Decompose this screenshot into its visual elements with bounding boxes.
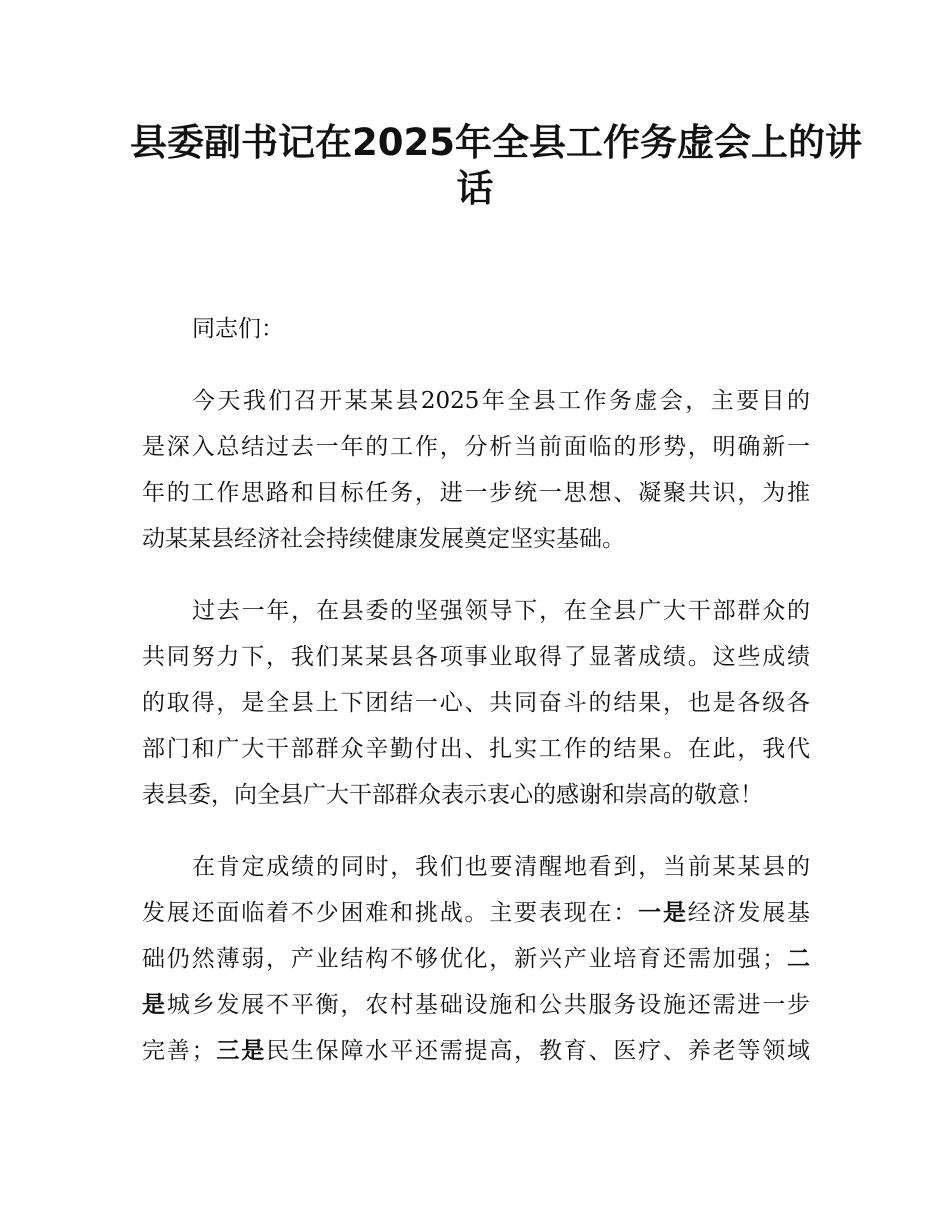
text-segment: 年的工作思路和目标任务，进一步统一思想、凝聚共识，为推 — [142, 480, 810, 506]
text-segment: 同志们： — [192, 316, 284, 342]
text-segment: 民生保障水平还需提高，教育、医疗、养老等领域 — [266, 1038, 811, 1064]
bold-text: 一是 — [638, 900, 688, 926]
text-segment: 部门和广大干部群众辛勤付出、扎实工作的结果。在此，我代 — [142, 736, 810, 762]
text-segment: 过去一年，在县委的坚强领导下，在全县广大干部群众的 — [192, 598, 810, 624]
text-segment: 在肯定成绩的同时，我们也要清醒地看到，当前某某县的 — [192, 854, 810, 880]
paragraph — [142, 844, 810, 1074]
text-line — [142, 1028, 810, 1074]
text-line — [142, 680, 810, 726]
salutation — [142, 306, 810, 352]
text-line — [142, 634, 810, 680]
bold-text: 三是 — [214, 1038, 267, 1064]
document-body — [142, 306, 810, 1100]
text-line — [142, 424, 810, 470]
text-line — [142, 378, 810, 424]
title-line-1: 县委副书记在2025年全县工作务虚会上的讲 — [130, 121, 862, 164]
text-segment: 完善； — [142, 1038, 215, 1064]
text-line — [142, 844, 810, 890]
text-line — [142, 470, 810, 516]
document-title — [130, 120, 862, 212]
text-line — [142, 306, 810, 352]
text-segment: 今天我们召开某某县2025年全县工作务虚会，主要目的 — [192, 388, 810, 414]
text-segment: 础仍然薄弱，产业结构不够优化，新兴产业培育还需加强； — [142, 946, 786, 972]
paragraph — [142, 378, 810, 562]
text-line — [142, 982, 810, 1028]
text-line — [142, 516, 810, 562]
text-segment: 的取得，是全县上下团结一心、共同奋斗的结果，也是各级各 — [142, 690, 810, 716]
text-segment: 经济发展基 — [687, 900, 811, 926]
text-segment: 动某某县经济社会持续健康发展奠定坚实基础。 — [142, 526, 625, 552]
bold-text: 二 — [785, 946, 811, 972]
text-segment: 表县委，向全县广大干部群众表示衷心的感谢和崇高的敬意！ — [142, 782, 763, 808]
text-line — [142, 588, 810, 634]
text-line — [142, 726, 810, 772]
title-line-2: 话 — [456, 167, 494, 210]
text-segment: 共同努力下，我们某某县各项事业取得了显著成绩。这些成绩 — [142, 644, 810, 670]
text-line — [142, 772, 810, 818]
text-line — [142, 936, 810, 982]
text-line — [142, 890, 810, 936]
bold-text: 是 — [142, 992, 167, 1018]
text-segment: 是深入总结过去一年的工作，分析当前面临的形势，明确新一 — [142, 434, 810, 460]
text-segment: 城乡发展不平衡，农村基础设施和公共服务设施还需进一步 — [166, 992, 811, 1018]
paragraph — [142, 588, 810, 818]
text-segment: 发展还面临着不少困难和挑战。主要表现在： — [142, 900, 639, 926]
